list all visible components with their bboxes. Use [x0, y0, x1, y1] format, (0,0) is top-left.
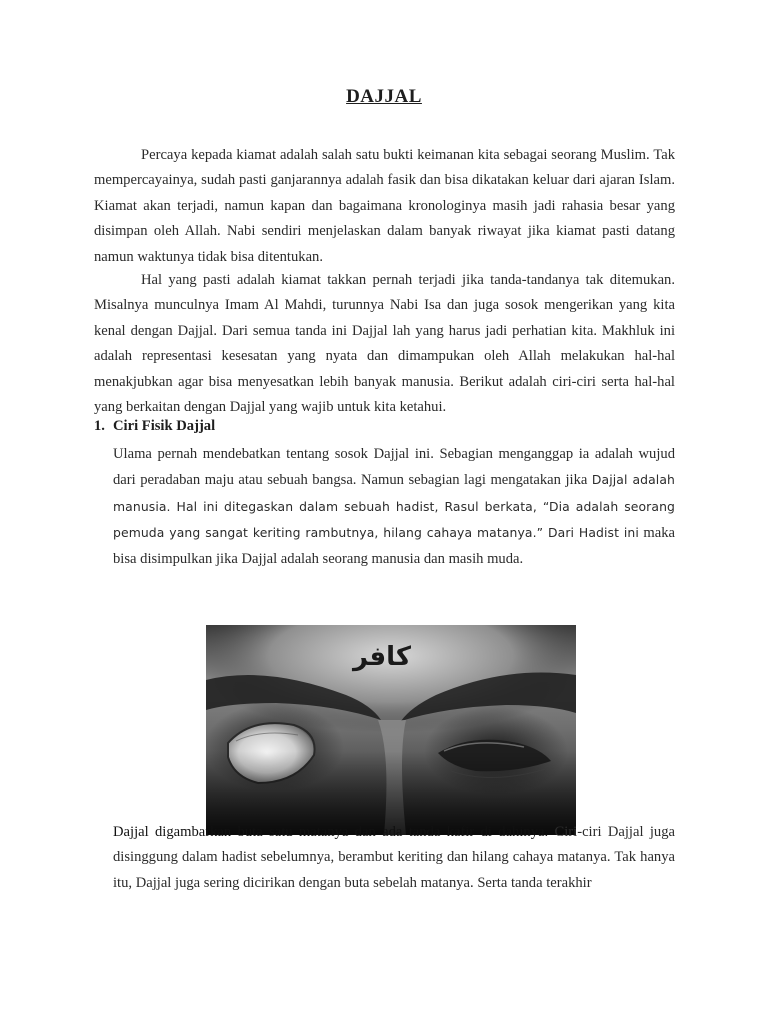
intro-paragraph: Percaya kepada kiamat adalah salah satu bukti keimanan kita sebagai seorang Muslim. Tak mempercayainya, sudah pasti ganjarannya adalah fasik dan bisa dikatakan keluar dari ajaran Islam. Kiamat akan terjadi, namun kapan dan bagaimana kronologinya masih jadi rahasia besar yang disimpan oleh Allah. Nabi sendiri menjelaskan dalam banyak riwayat jika kiamat pasti datang namun waktunya tidak bisa ditentukan.	[94, 147, 675, 265]
section-body-hadith: Dajjal adalah manusia. Hal ini ditegaskan dalam sebuah hadist, Rasul berkata, “Dia adalah seorang pemuda yang sangat keriting rambutnya, hilang cahaya matanya.” Dari Hadist ini	[113, 472, 675, 541]
section-body-part1: Ulama pernah mendebatkan tentang sosok Dajjal ini. Sebagian menganggap ia adalah wujud dari peradaban maju atau sebuah bangsa. Namun sebagian lagi mengatakan jika	[113, 446, 675, 489]
caption-lead: Dajjal digambarkan buta satu matanya dan ada tanda kafir di dahinya.	[113, 824, 549, 840]
section-body	[113, 442, 675, 572]
section-number: 1.	[94, 418, 105, 434]
document-title: DAJJAL	[346, 86, 422, 107]
dajjal-eyes-image	[206, 625, 576, 835]
signs-paragraph: Hal yang pasti adalah kiamat takkan pernah terjadi jika tanda-tandanya tak ditemukan. Misalnya munculnya Imam Al Mahdi, turunnya Nabi Isa dan juga sosok mengerikan yang kita kenal dengan Dajjal. Dari semua tanda ini Dajjal lah yang harus jadi perhatian kita. Makhluk ini adalah representasi kesesatan yang nyata dan dimampukan oleh Allah melakukan hal-hal menakjubkan agar bisa menyesatkan lebih banyak manusia. Berikut adalah ciri-ciri serta hal-hal yang berkaitan dengan Dajjal yang wajib untuk kita ketahui.	[94, 272, 675, 416]
image-vignette	[206, 625, 576, 835]
image-caption-paragraph	[113, 820, 675, 896]
caption-rest: Ciri-ciri Dajjal juga disinggung dalam hadist sebelumnya, berambut keriting dan hilang cahaya matanya. Tak hanya itu, Dajjal juga sering dicirikan dengan buta sebelah matanya. Serta tanda terakhir	[113, 824, 676, 891]
section-heading	[94, 418, 215, 435]
section-title: Ciri Fisik Dajjal	[113, 418, 216, 434]
section-body-part2: maka bisa disimpulkan jika Dajjal adalah seorang manusia dan masih muda.	[113, 525, 675, 567]
